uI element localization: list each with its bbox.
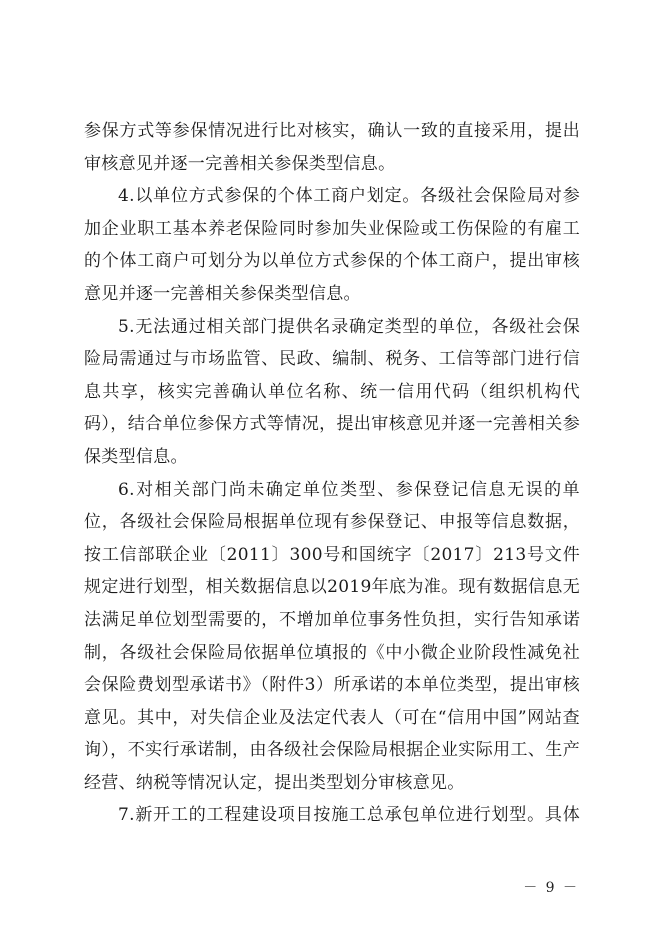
paragraph-continuation: 参保方式等参保情况进行比对核实，确认一致的直接采用，提出审核意见并逐一完善相关参保类型信息。 (84, 121, 580, 174)
paragraph-item-6: 6.对相关部门尚未确定单位类型、参保登记信息无误的单位，各级社会保险局根据单位现有参保登记、申报等信息数据，按工信部联企业〔2011〕300号和国统字〔2017〕213号文件规定进行划型，相关数据信息以2019年底为准。现有数据信息无法满足单位划型需要的，不增加单位事务性负担，实行告知承诺制，各级社会保险局依据单位填报的《中小微企业阶段性减免社会保险费划型承诺书》（附件3）所承诺的本单位类型，提出审核意见。其中，对失信企业及法定代表人（可在“信用中国”网站查询），不实行承诺制，由各级社会保险局根据企业实际用工、生产经营、纳税等情况认定，提出类型划分审核意见。 (84, 479, 580, 793)
paragraph-item-5: 5.无法通过相关部门提供名录确定类型的单位，各级社会保险局需通过与市场监管、民政、编制、税务、工信等部门进行信息共享，核实完善确认单位名称、统一信用代码（组织机构代码），结合单位参保方式等情况，提出审核意见并逐一完善相关参保类型信息。 (84, 316, 580, 467)
paragraph-item-4: 4.以单位方式参保的个体工商户划定。各级社会保险局对参加企业职工基本养老保险同时参加失业保险或工伤保险的有雇工的个体工商户可划分为以单位方式参保的个体工商户，提出审核意见并逐一完善相关参保类型信息。 (84, 186, 580, 304)
page-number: － 9 － (523, 880, 579, 896)
document-body (84, 115, 580, 832)
paragraph-item-7: 7.新开工的工程建设项目按施工总承包单位进行划型。具体 (118, 805, 580, 826)
